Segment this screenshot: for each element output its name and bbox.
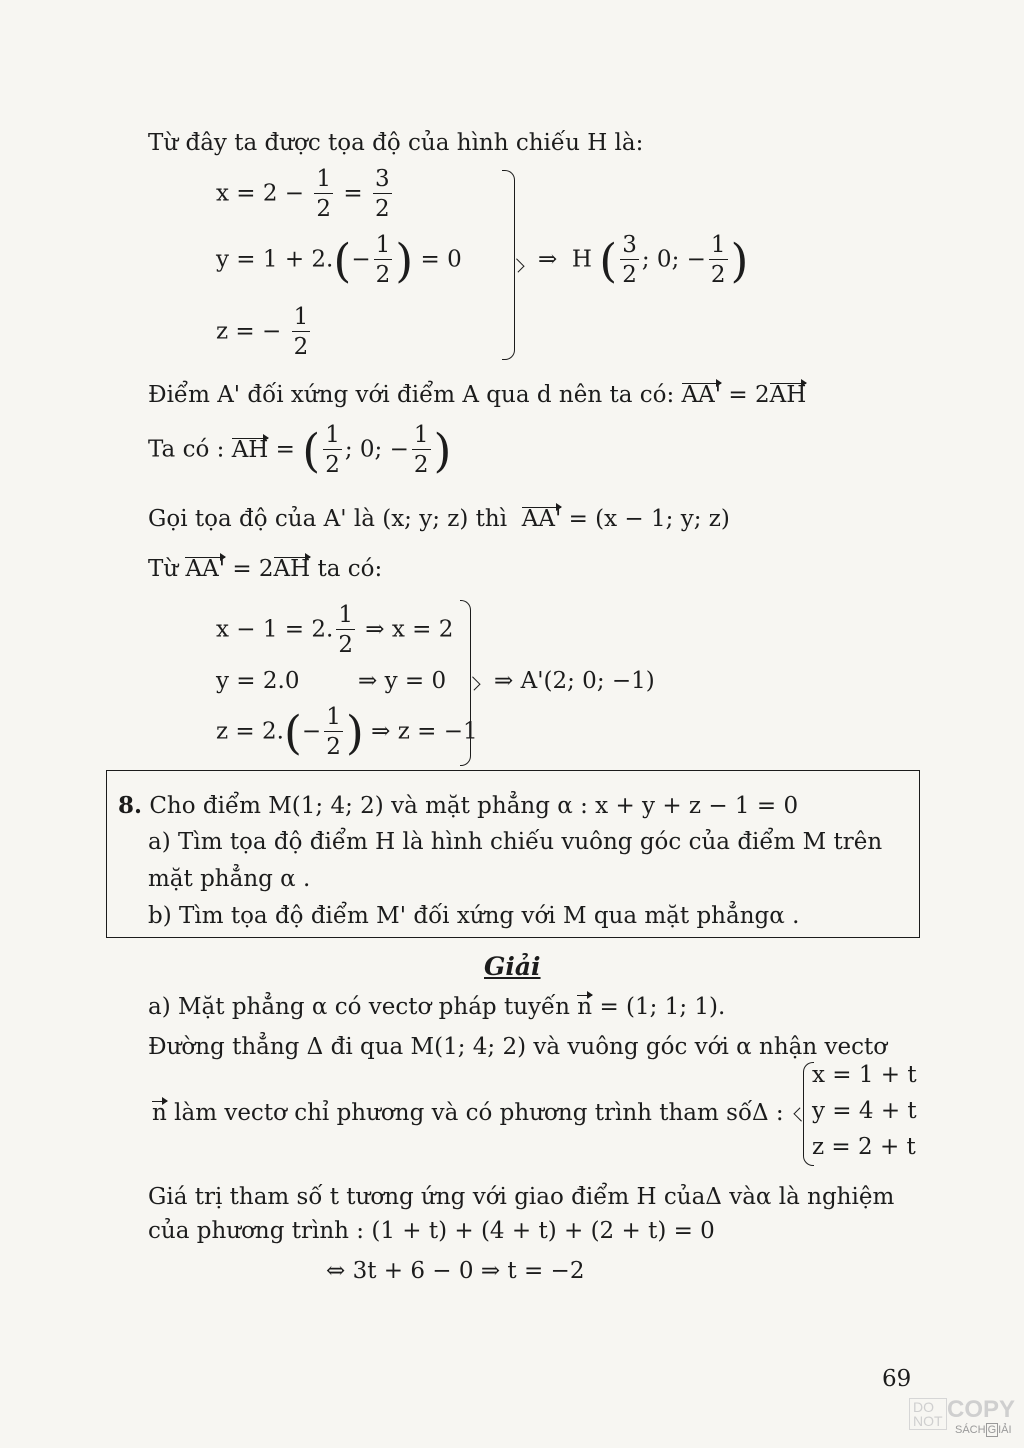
- right-brace: [502, 170, 515, 360]
- solution-a3: n làm vectơ chỉ phương và có phương trình tham sốΔ :: [152, 1100, 784, 1126]
- a-system-row2: y = 2.0: [216, 668, 300, 694]
- intro-line: Từ đây ta được tọa độ của hình chiếu H là:: [148, 130, 644, 156]
- watermark-logo: [905, 1396, 1017, 1442]
- a-system-row2-result: ⇒ y = 0: [358, 668, 447, 694]
- vector-ah: AH: [769, 382, 807, 408]
- problem-line-2: a) Tìm tọa độ điểm H là hình chiếu vuông góc của điểm M trên: [148, 829, 883, 855]
- watermark-sachgiai: SÁCH G IẢI: [955, 1424, 1012, 1436]
- problem-line-4: b) Tìm tọa độ điểm M' đối xứng với M qua mặt phẳngα .: [148, 903, 800, 929]
- param-z: z = 2 + t: [812, 1134, 916, 1160]
- fraction-three-halves: $\frac{3}{2}$: [374, 166, 390, 222]
- page-number: 69: [882, 1366, 912, 1392]
- h-system-x: x = 2 − $\frac{1}{2}$ = $\frac{3}{2}$: [216, 166, 390, 222]
- symmetry-line: Điểm A' đối xứng với điểm A qua d nên ta có: AA' = 2AH: [148, 382, 807, 408]
- watermark-do-not: DO NOT: [909, 1398, 947, 1430]
- param-x: x = 1 + t: [812, 1062, 917, 1088]
- solution-a5: của phương trình : (1 + t) + (4 + t) + (2 + t) = 0: [148, 1218, 715, 1244]
- problem-line-1: 8. Cho điểm M(1; 4; 2) và mặt phẳng α : x + y + z − 1 = 0: [118, 792, 799, 819]
- a-system-row1: x − 1 = 2. $\frac{1}{2}$ ⇒ x = 2: [216, 602, 454, 658]
- param-y: y = 4 + t: [812, 1098, 917, 1124]
- solution-a1: a) Mặt phẳng α có vectơ pháp tuyến n = (1; 1; 1).: [148, 994, 726, 1020]
- ah-line: Ta có : AH = ( $\frac{1}{2}$ ; 0; − $\frac{1}{2}$ ): [148, 422, 452, 478]
- h-system-y: y = 1 + 2.(− $\frac{1}{2}$ ) = 0: [216, 232, 462, 288]
- solution-heading: Giải: [484, 952, 541, 981]
- goi-line: Gọi tọa độ của A' là (x; y; z) thì AA' = (x − 1; y; z): [148, 506, 730, 532]
- right-brace-2: [460, 600, 471, 766]
- solution-a4: Giá trị tham số t tương ứng với giao điểm H củaΔ vàα là nghiệm: [148, 1184, 895, 1210]
- problem-number: 8.: [118, 792, 143, 819]
- fraction-half: $\frac{1}{2}$: [316, 166, 332, 222]
- problem-line-3: mặt phẳng α .: [148, 866, 311, 892]
- x-expression: x = 2 −: [216, 180, 305, 207]
- h-result: ⇒ H ( $\frac{3}{2}$ ; 0; − $\frac{1}{2}$ ): [538, 232, 749, 288]
- solution-a2: Đường thẳng Δ đi qua M(1; 4; 2) và vuông góc với α nhận vectơ: [148, 1034, 888, 1060]
- h-system-z: z = − $\frac{1}{2}$: [216, 304, 309, 360]
- vector-n: n: [577, 994, 593, 1020]
- vector-aa: AA': [681, 382, 722, 408]
- solution-a6: ⇔ 3t + 6 − 0 ⇒ t = −2: [326, 1258, 585, 1284]
- tu-line: Từ AA' = 2AH ta có:: [148, 556, 383, 582]
- a-result: ⇒ A'(2; 0; −1): [494, 668, 655, 694]
- a-system-row3: z = 2.(− $\frac{1}{2}$ ) ⇒ z = −1: [216, 704, 478, 760]
- watermark-copy: COPY: [947, 1396, 1016, 1423]
